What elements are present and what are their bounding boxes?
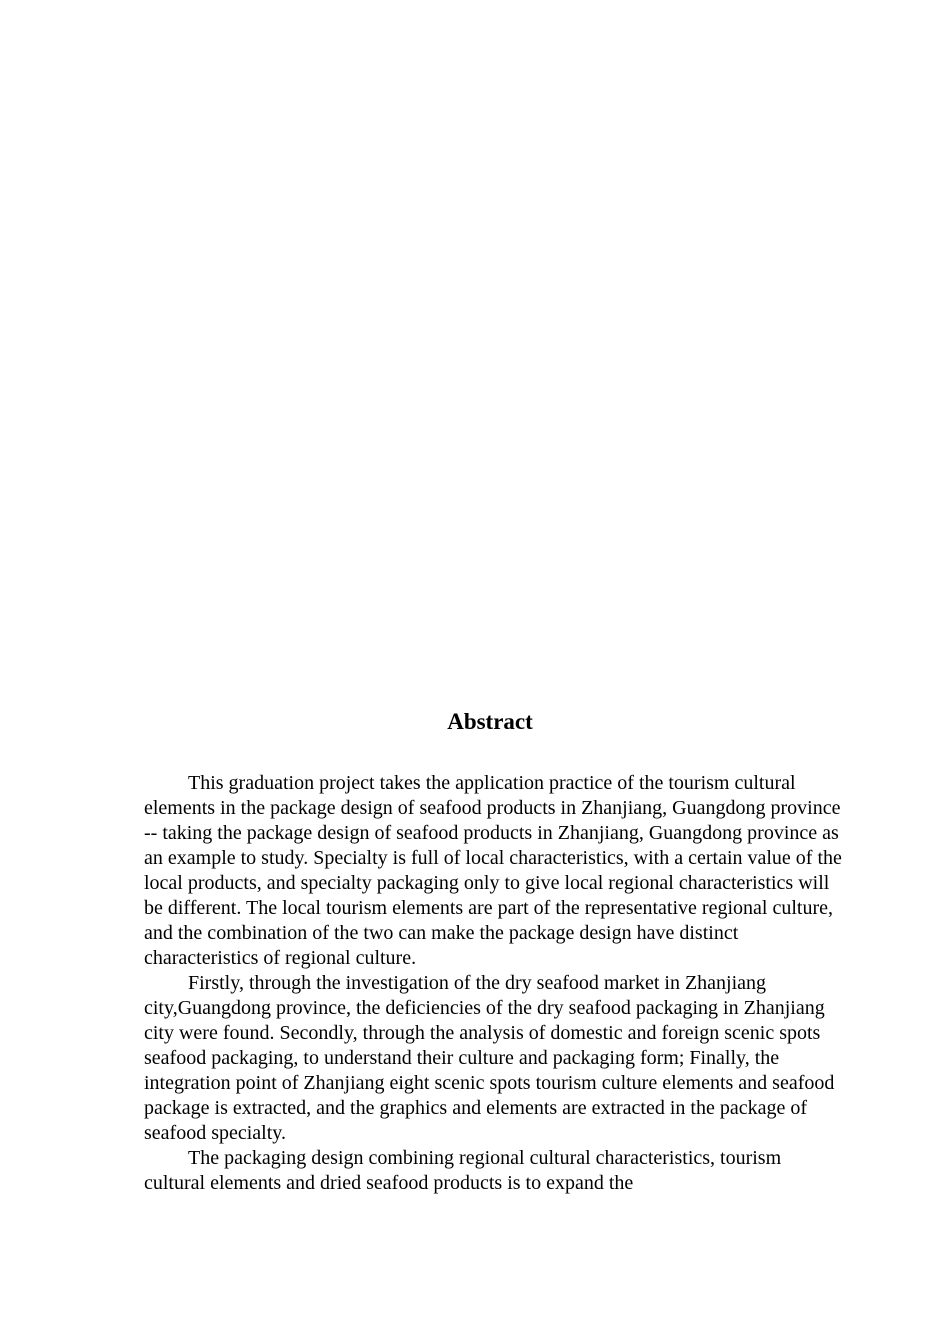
- abstract-heading: Abstract: [447, 709, 533, 734]
- abstract-body: [144, 771, 844, 1196]
- abstract-paragraph-1: This graduation project takes the application practice of the tourism cultural elements in the package design of seafood products in Zhanjiang, Guangdong province -- taking the package design of seafood products in Zhanjiang, Guangdong province as an example to study. Specialty is full of local characteristics, with a certain value of the local products, and specialty packaging only to give local regional characteristics will be different. The local tourism elements are part of the representative regional culture, and the combination of the two can make the package design have distinct characteristics of regional culture.: [144, 772, 842, 969]
- abstract-paragraph-3: The packaging design combining regional cultural characteristics, tourism cultural elements and dried seafood products is to expand the: [144, 1147, 782, 1194]
- abstract-paragraph-2: Firstly, through the investigation of the dry seafood market in Zhanjiang city,Guangdong province, the deficiencies of the dry seafood packaging in Zhanjiang city were found. Secondly, through the analysis of domestic and foreign scenic spots seafood packaging, to understand their culture and packaging form; Finally, the integration point of Zhanjiang eight scenic spots tourism culture elements and seafood package is extracted, and the graphics and elements are extracted in the package of seafood specialty.: [144, 972, 835, 1144]
